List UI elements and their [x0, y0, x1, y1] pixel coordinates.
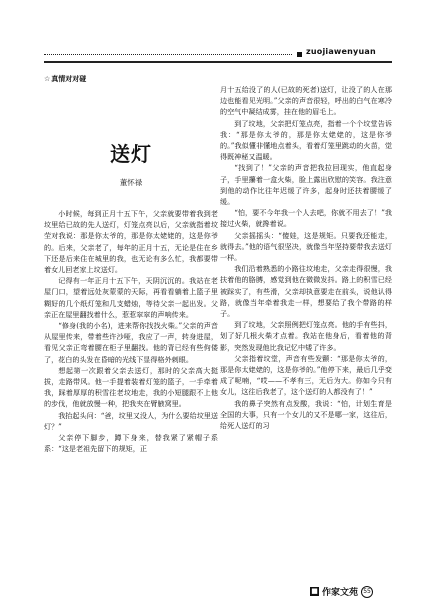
paragraph: 到了坟地，父亲照例把灯笼点亮。他的手有些抖，划了好几根火柴才点着。我站在他身后，看着他的背影，突然发现他比我记忆中矮了许多。 [220, 320, 392, 352]
left-column [44, 208, 218, 570]
magazine-name: zuojiawenyuan [306, 47, 376, 56]
page-footer [310, 585, 373, 598]
paragraph: 月十五给没了的人(已故的死者)送灯，让没了的人在那边也能看见光明。”父亲的声音很轻，呼出的白气在寒冷的空气中凝结成雾，挂在他的眉毛上。 [220, 85, 392, 117]
paragraph: 我的鼻子突然有点发酸，我说：“怕，计划生育是全国的大事，只有一个女儿的又不是哪一家，这往后，给死人送灯的习 [220, 398, 392, 431]
header-rule [44, 61, 392, 63]
brand-name: 作家文苑 [322, 588, 359, 598]
page-number: 55 [361, 586, 373, 598]
header-square-marker [297, 52, 302, 57]
column-name: 真情对对碰 [51, 75, 87, 83]
right-column [220, 84, 392, 574]
column-tag [44, 74, 86, 84]
paragraph: 小时候，每到正月十五下午，父亲就要带着我到老坟里给已故的先人送灯，灯笼点亮以后，父亲就指着坟茔对我说：那是你太爷的，那是你太姥姥的，这是你爷的。后来，父亲老了，每年的正月十五，无论是住在乡下还是后来住在城里的我，也无论有多么忙，我都要带着女儿回老家上坟送灯。 [44, 209, 218, 275]
paragraph: 我抬起头问：“爸，坟里又没人，为什么要给坟里送灯？” [44, 410, 218, 431]
paragraph: 想起第一次跟着父亲去送灯，那时的父亲高大挺拔，走路带风。他一手提着装着灯笼的篮子，一手牵着我，踩着厚厚的积雪往老坟地走，我的小短腿跟不上他的步伐，他就放慢一种，把我夹在臂腋窝里。 [44, 365, 218, 409]
paragraph: 到了坟地，父亲把灯笼点亮，指着一个个坟堂告诉我：“那是你太爷的，那是你太姥姥的，这是你爷的。”我似懂非懂地点着头，看着灯笼里跳动的火苗，觉得既神秘又温暖。 [220, 118, 392, 162]
paragraph: 父亲停下脚步，蹲下身来，替我紧了紧帽子系系：“这是老祖先留下的规矩，正 [44, 433, 218, 454]
paragraph: 我们沿着熟悉的小路往坟地走，父亲走得很慢，我扶着他的胳膊，感觉到他在微微发抖。路上的积雪已经被踩实了，有些滑，父亲却执意要走在前头，说他认得路，就像当年牵着我走一样，想要给了我个带路的样子。 [220, 264, 392, 319]
paragraph: “修身(我的小名)，进来帮你找找火柴。”父亲的声音从屋里传来，带着些许沙哑，我应了一声，转身进屋，看见父亲正弯着腰在柜子里翻找。他的背已经有些佝偻了，花白的头发在昏暗的光线下显得格外刺眼。 [44, 321, 218, 364]
article-title: 送灯 [110, 142, 152, 166]
paragraph: 父亲摇摇头：“傻娃，这是规矩。只要我还能走，就得去。”他的语气很坚决，就像当年坚持要带我去送灯一样。 [220, 230, 392, 263]
header-dotted-rule [44, 54, 292, 55]
paragraph: “找到了！”父亲的声音把我拉回现实，他直起身子，手里攥着一盒火柴，脸上露出欣慰的笑容。我注意到他的动作比往年迟缓了许多，起身时还扶着腰缓了缓。 [220, 163, 392, 207]
article-author: 董怀禄 [119, 178, 143, 187]
star-icon: ☆ [44, 75, 51, 83]
paragraph: 父亲指着坟堂，声音有些发颤：“那是你太爷的，那是你太姥姥的，这是你爷的。”他停下来，最后几乎变成了呢喃，“哎——不孝有三，无后为大。你如今只有女儿，这往后我老了，这个送灯的人都没有了！” [220, 353, 392, 397]
paragraph: “怕，要不今年我一个人去吧，你就不用去了！”我接过火柴，就搀着说。 [220, 208, 392, 229]
paragraph: 记得有一年正月十五下午，天阴沉沉的。我站在老屋门口，望着远处灰蒙蒙的天际，再看看躺着上篮子里糊好的几个纸灯笼和几支蜡烛，等待父亲一起出发。父亲正在屋里翻找着什么，惹惹窣窣的声响传来。 [44, 276, 218, 319]
brand-logo-icon: ■ [311, 587, 318, 595]
